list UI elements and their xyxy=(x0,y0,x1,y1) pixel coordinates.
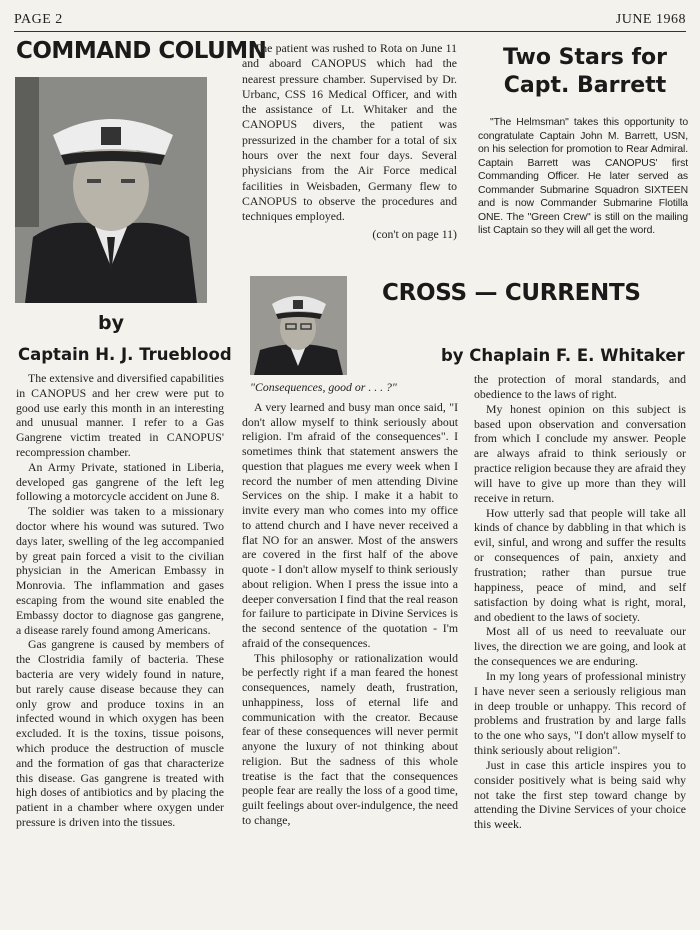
paragraph: An Army Private, stationed in Liberia, developed gas gangrene of the left leg following a motorcycle accident on June 8. xyxy=(16,459,224,504)
paragraph: The extensive and diversified capabilities in CANOPUS and her crew were put to good use early this month in an interesting and unusual manner. I refer to a Gas Gangrene victim treated in CANOPUS' recompression chamber. xyxy=(16,371,224,459)
cross-currents-byline: by Chaplain F. E. Whitaker xyxy=(441,346,685,365)
continuation-note: (con't on page 11) xyxy=(372,226,457,241)
paragraph: This philosophy or rationalization would be perfectly right if a man feared the honest consequences, namely death, frustration, unhappiness, loss of eternal life and communication with the creator. Because fear of these consequences will never permit anyone the luxury of not thinking about religion. But the sadness of this whole treatise is the fact that the consequences people fear are really the loss of a good time, guilt feelings about over-indulgence, the need to change, xyxy=(242,650,458,827)
paragraph: The patient was rushed to Rota on June 11 and aboard CANOPUS which had the nearest pressure chamber. Supervised by Dr. Urbanc, CSS 16 Medical Officer, and with the assistance of Lt. Whitaker and the CANOPUS divers, the patient was pressurized in the chamber for a total of six hours over the next four days. Several physicians from the Air Force medical facilities in Weisbaden, Germany flew to CANOPUS to observe the procedures and techniques employed. xyxy=(242,41,457,224)
paragraph: The soldier was taken to a missionary doctor where his wound was sutured. Two days later, swelling of the leg accompanied by great pain forced a visit to the civilian physician in the American Embassy in Monrovia. The inflammation and gases escaping from the wound site enabled the Embassy doctor to diagnose gas gangrene, a disease rarely found among Americans. xyxy=(16,504,224,637)
paragraph: In my long years of professional ministry I have never seen a seriously religious man in deep trouble or unhappy. This record of problems and frustration by and large falls to the one who says, "I don't allow myself to think seriously about religion". xyxy=(474,668,686,758)
cross-currents-title: CROSS — CURRENTS xyxy=(382,280,641,306)
command-column-author: Captain H. J. Trueblood xyxy=(18,345,232,364)
article-quote: "Consequences, good or . . . ?" xyxy=(250,380,397,394)
paragraph: A very learned and busy man once said, "I don't allow myself to think seriously about religion. I'm afraid of the consequences". I sometimes think that statement answers the question that plagues me every week when I record the number of men attending Divine Services on the ship. I make it a habit to invite every man who comes into my office to attend church and I have never received a flat NO for an answer. Most of the answers are covered in the first half of the above quote - I don't allow myself to think seriously about religion. When I press the issue into a deeper conversation I find that the real reason for failure to participate in Divine Services is the second sentence of the quotation - I'm afraid of the consequences. xyxy=(242,399,458,650)
paragraph: Just in case this article inspires you to consider positively what is being said why not take the first step toward change by attending the Divine Services of your choice this week. xyxy=(474,757,686,832)
paragraph: Gas gangrene is caused by members of the Clostridia family of bacteria. These bacteria are very widely found in nature, but rarely cause disease because they can only grow and produce toxins in an infected wound in which oxygen has been excluded. It is the toxins, tissue poisons, which produce the destruction of muscle and the formation of gas that characterize this disease. Gas gangrene is treated with high doses of antibiotics and by placing the patient in a chamber where oxygen under pressure is driven into the tissues. xyxy=(16,637,224,829)
chaplain-whitaker-photo xyxy=(250,276,347,375)
command-column-body xyxy=(16,371,224,830)
byline-by: by xyxy=(98,312,124,334)
two-stars-title-line2: Capt. Barrett xyxy=(503,73,667,98)
paragraph: How utterly sad that people will take all kinds of chance by dabbling in that which is evil, sinful, and wrong and suffer the results or consequences of pain, anxiety and frustration; rather than pursue true happiness, peace of mind, and self satisfaction by doing what is right, moral, and obedient to the laws of society. xyxy=(474,505,686,624)
page-number: PAGE 2 xyxy=(14,12,63,27)
command-column-continued xyxy=(242,41,457,242)
command-column-title: COMMAND COLUMN xyxy=(16,38,267,64)
issue-date: JUNE 1968 xyxy=(615,12,686,27)
cross-currents-column-2 xyxy=(474,372,686,832)
paragraph: My honest opinion on this subject is based upon observation and conversation from which I conclude my answer. People are always afraid to think seriously or practice religion because they are afraid they will have to give up more than they will receive in return. xyxy=(474,401,686,505)
cross-currents-column-1 xyxy=(242,380,458,828)
paragraph: "The Helmsman" takes this opportunity to congratulate Captain John M. Barrett, USN, on his selection for promotion to Rear Admiral. Captain Barrett was CANOPUS' first Commanding Officer. He later served as Commander Submarine Squadron SIXTEEN and is now Commander Submarine Flotilla ONE. The "Green Crew" is still on the mailing list Captain so they will all get the word. xyxy=(478,117,688,236)
two-stars-body xyxy=(478,116,688,238)
paragraph: Most all of us need to reevaluate our lives, the direction we are going, and look at the consequences we are enduring. xyxy=(474,624,686,669)
paragraph: the protection of moral standards, and obedience to the laws of right. xyxy=(474,372,686,401)
two-stars-title-line1: Two Stars for xyxy=(502,45,668,70)
header-rule xyxy=(14,31,686,32)
captain-trueblood-photo xyxy=(15,77,207,303)
two-stars-title xyxy=(470,44,700,100)
